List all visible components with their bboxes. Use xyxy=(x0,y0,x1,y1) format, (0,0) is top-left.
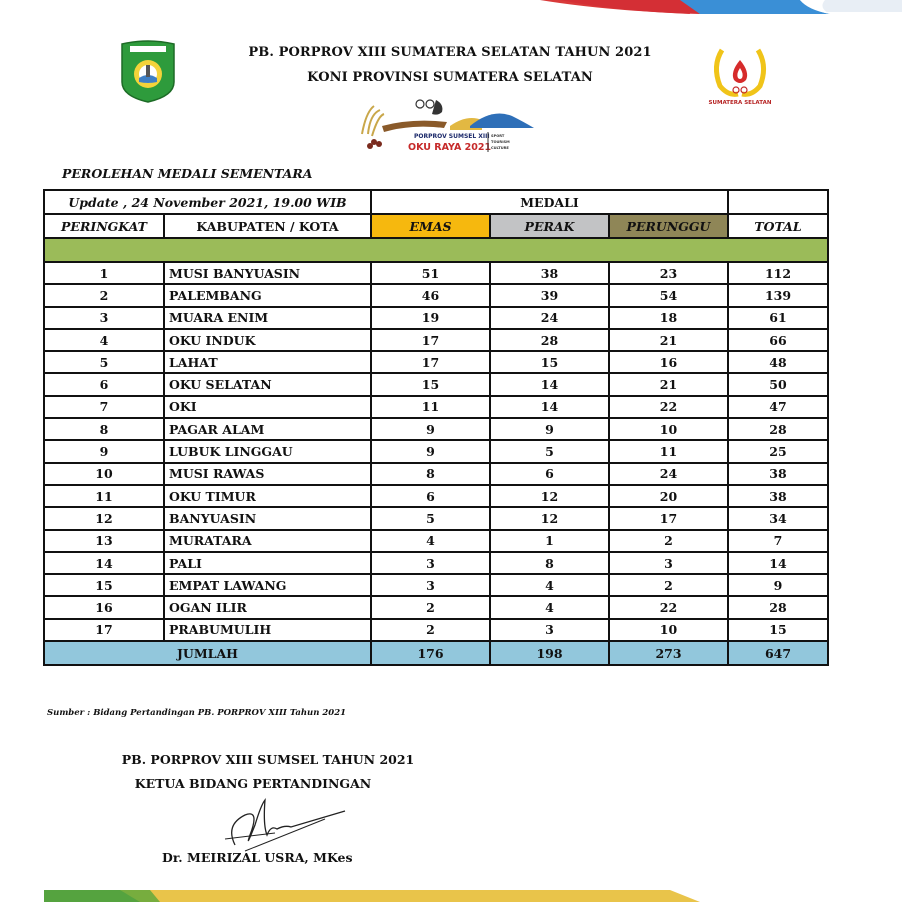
source-note: Sumber : Bidang Pertandingan PB. PORPROV XIII Tahun 2021 xyxy=(47,708,347,718)
rank-cell: 15 xyxy=(44,574,164,596)
update-timestamp: Update , 24 November 2021, 19.00 WIB xyxy=(44,190,371,214)
total-count-cell: 38 xyxy=(728,463,828,485)
silver-count-cell: 4 xyxy=(490,574,609,596)
total-count-cell: 112 xyxy=(728,262,828,284)
table-row xyxy=(44,351,828,373)
koni-caption: SUMATERA SELATAN xyxy=(708,100,772,106)
region-name-cell: BANYUASIN xyxy=(164,507,371,529)
silver-count-cell: 14 xyxy=(490,396,609,418)
gold-count-cell: 4 xyxy=(371,530,490,552)
region-name-cell: EMPAT LAWANG xyxy=(164,574,371,596)
rank-cell: 12 xyxy=(44,507,164,529)
signatory-name: Dr. MEIRIZAL USRA, MKes xyxy=(162,850,353,865)
rank-cell: 4 xyxy=(44,329,164,351)
col-header-total: TOTAL xyxy=(728,214,828,238)
bronze-count-cell: 21 xyxy=(609,373,728,395)
silver-count-cell: 5 xyxy=(490,440,609,462)
table-row xyxy=(44,530,828,552)
silver-count-cell: 6 xyxy=(490,463,609,485)
table-row xyxy=(44,373,828,395)
silver-count-cell: 24 xyxy=(490,307,609,329)
silver-count-cell: 9 xyxy=(490,418,609,440)
rank-cell: 3 xyxy=(44,307,164,329)
col-header-name: KABUPATEN / KOTA xyxy=(164,214,371,238)
porprov-oku-raya-logo xyxy=(352,96,542,158)
region-name-cell: OKU TIMUR xyxy=(164,485,371,507)
table-row xyxy=(44,574,828,596)
total-count-cell: 50 xyxy=(728,373,828,395)
gold-count-cell: 3 xyxy=(371,574,490,596)
gold-count-cell: 17 xyxy=(371,351,490,373)
col-header-gold: EMAS xyxy=(371,214,490,238)
totals-silver: 198 xyxy=(490,641,609,665)
col-header-rank: PERINGKAT xyxy=(44,214,164,238)
top-decorative-stripe xyxy=(0,0,902,16)
bottom-decorative-stripe xyxy=(0,884,902,902)
logo-line2: OKU RAYA 2021 xyxy=(408,142,492,153)
totals-bronze: 273 xyxy=(609,641,728,665)
bronze-count-cell: 23 xyxy=(609,262,728,284)
tagline-culture: CULTURE xyxy=(491,146,509,150)
silver-count-cell: 3 xyxy=(490,619,609,641)
total-count-cell: 14 xyxy=(728,552,828,574)
totals-row xyxy=(44,641,828,665)
separator-band xyxy=(44,238,828,262)
region-name-cell: LAHAT xyxy=(164,351,371,373)
table-row xyxy=(44,329,828,351)
region-name-cell: OGAN ILIR xyxy=(164,596,371,618)
document-subtitle-org: KONI PROVINSI SUMATERA SELATAN xyxy=(307,70,593,85)
bronze-count-cell: 24 xyxy=(609,463,728,485)
bronze-count-cell: 21 xyxy=(609,329,728,351)
silver-count-cell: 12 xyxy=(490,507,609,529)
region-name-cell: PALEMBANG xyxy=(164,284,371,306)
gold-count-cell: 19 xyxy=(371,307,490,329)
region-name-cell: PAGAR ALAM xyxy=(164,418,371,440)
gold-count-cell: 6 xyxy=(371,485,490,507)
bronze-count-cell: 2 xyxy=(609,574,728,596)
total-count-cell: 28 xyxy=(728,418,828,440)
bronze-count-cell: 10 xyxy=(609,619,728,641)
totals-label: JUMLAH xyxy=(44,641,371,665)
table-row xyxy=(44,440,828,462)
bronze-count-cell: 17 xyxy=(609,507,728,529)
rank-cell: 16 xyxy=(44,596,164,618)
region-name-cell: LUBUK LINGGAU xyxy=(164,440,371,462)
silver-count-cell: 39 xyxy=(490,284,609,306)
silver-count-cell: 15 xyxy=(490,351,609,373)
total-count-cell: 139 xyxy=(728,284,828,306)
silver-count-cell: 28 xyxy=(490,329,609,351)
gold-count-cell: 3 xyxy=(371,552,490,574)
table-caption: PEROLEHAN MEDALI SEMENTARA xyxy=(62,166,313,181)
column-header-row xyxy=(44,214,828,238)
handwritten-signature xyxy=(205,795,355,855)
province-emblem-logo xyxy=(118,38,178,104)
rank-cell: 13 xyxy=(44,530,164,552)
gold-count-cell: 2 xyxy=(371,596,490,618)
total-count-cell: 34 xyxy=(728,507,828,529)
bronze-count-cell: 16 xyxy=(609,351,728,373)
table-row xyxy=(44,418,828,440)
bronze-count-cell: 10 xyxy=(609,418,728,440)
region-name-cell: MUSI BANYUASIN xyxy=(164,262,371,284)
medal-standings-table xyxy=(43,189,829,666)
silver-count-cell: 1 xyxy=(490,530,609,552)
region-name-cell: OKU INDUK xyxy=(164,329,371,351)
table-row xyxy=(44,507,828,529)
total-count-cell: 66 xyxy=(728,329,828,351)
bronze-count-cell: 18 xyxy=(609,307,728,329)
empty-header-cell xyxy=(728,190,828,214)
table-row xyxy=(44,262,828,284)
silver-count-cell: 8 xyxy=(490,552,609,574)
gold-count-cell: 11 xyxy=(371,396,490,418)
document-title: PB. PORPROV XIII SUMATERA SELATAN TAHUN 2021 xyxy=(248,45,652,60)
signature-org: PB. PORPROV XIII SUMSEL TAHUN 2021 xyxy=(121,752,415,767)
total-count-cell: 9 xyxy=(728,574,828,596)
table-row xyxy=(44,284,828,306)
bronze-count-cell: 11 xyxy=(609,440,728,462)
total-count-cell: 28 xyxy=(728,596,828,618)
region-name-cell: OKI xyxy=(164,396,371,418)
rank-cell: 10 xyxy=(44,463,164,485)
gold-count-cell: 51 xyxy=(371,262,490,284)
totals-total: 647 xyxy=(728,641,828,665)
region-name-cell: MUSI RAWAS xyxy=(164,463,371,485)
rank-cell: 9 xyxy=(44,440,164,462)
logo-line1: PORPROV SUMSEL XIII xyxy=(414,133,490,140)
rank-cell: 17 xyxy=(44,619,164,641)
tagline-sport: SPORT xyxy=(491,134,505,138)
table-row xyxy=(44,619,828,641)
update-row xyxy=(44,190,828,214)
rank-cell: 11 xyxy=(44,485,164,507)
gold-count-cell: 9 xyxy=(371,418,490,440)
region-name-cell: MURATARA xyxy=(164,530,371,552)
signature-position: KETUA BIDANG PERTANDINGAN xyxy=(134,776,372,791)
table-row xyxy=(44,307,828,329)
tagline-tourism: TOURISM xyxy=(491,140,510,144)
bronze-count-cell: 3 xyxy=(609,552,728,574)
total-count-cell: 25 xyxy=(728,440,828,462)
rank-cell: 6 xyxy=(44,373,164,395)
rank-cell: 7 xyxy=(44,396,164,418)
table-row xyxy=(44,463,828,485)
total-count-cell: 38 xyxy=(728,485,828,507)
gold-count-cell: 9 xyxy=(371,440,490,462)
total-count-cell: 15 xyxy=(728,619,828,641)
table-row xyxy=(44,396,828,418)
gold-count-cell: 15 xyxy=(371,373,490,395)
bronze-count-cell: 2 xyxy=(609,530,728,552)
rank-cell: 1 xyxy=(44,262,164,284)
gold-count-cell: 5 xyxy=(371,507,490,529)
silver-count-cell: 12 xyxy=(490,485,609,507)
gold-count-cell: 17 xyxy=(371,329,490,351)
totals-gold: 176 xyxy=(371,641,490,665)
table-row xyxy=(44,596,828,618)
koni-emblem-logo xyxy=(708,46,772,108)
total-count-cell: 48 xyxy=(728,351,828,373)
total-count-cell: 61 xyxy=(728,307,828,329)
table-row xyxy=(44,552,828,574)
gold-count-cell: 46 xyxy=(371,284,490,306)
table-body xyxy=(44,262,828,641)
total-count-cell: 47 xyxy=(728,396,828,418)
rank-cell: 14 xyxy=(44,552,164,574)
silver-count-cell: 14 xyxy=(490,373,609,395)
gold-count-cell: 2 xyxy=(371,619,490,641)
medali-group-header: MEDALI xyxy=(371,190,728,214)
bronze-count-cell: 22 xyxy=(609,596,728,618)
region-name-cell: OKU SELATAN xyxy=(164,373,371,395)
col-header-bronze: PERUNGGU xyxy=(609,214,728,238)
region-name-cell: PRABUMULIH xyxy=(164,619,371,641)
bronze-count-cell: 22 xyxy=(609,396,728,418)
bronze-count-cell: 54 xyxy=(609,284,728,306)
col-header-silver: PERAK xyxy=(490,214,609,238)
gold-count-cell: 8 xyxy=(371,463,490,485)
region-name-cell: MUARA ENIM xyxy=(164,307,371,329)
bronze-count-cell: 20 xyxy=(609,485,728,507)
total-count-cell: 7 xyxy=(728,530,828,552)
rank-cell: 5 xyxy=(44,351,164,373)
silver-count-cell: 38 xyxy=(490,262,609,284)
table-row xyxy=(44,485,828,507)
rank-cell: 8 xyxy=(44,418,164,440)
region-name-cell: PALI xyxy=(164,552,371,574)
rank-cell: 2 xyxy=(44,284,164,306)
silver-count-cell: 4 xyxy=(490,596,609,618)
